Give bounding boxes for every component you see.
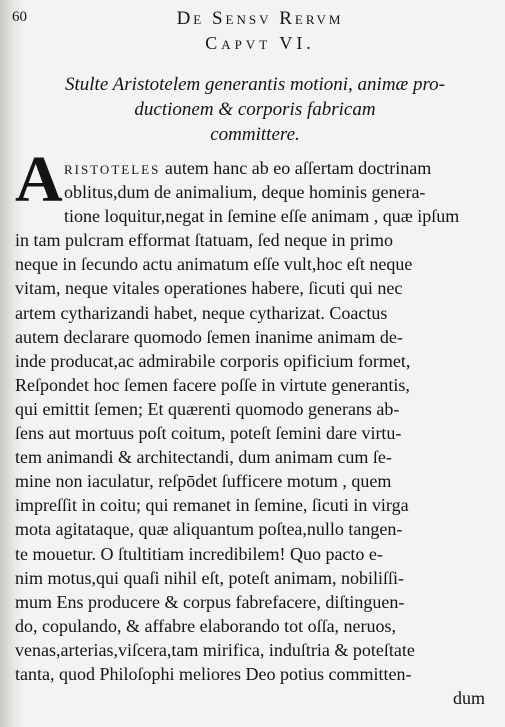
text-line: inde producat,ac admirabile corporis opificium formet, [15, 350, 411, 371]
text-line: neque in ſecundo actu animatum eſſe vult,hoc eſt neque [15, 254, 413, 275]
text-line: ſens aut mortuus poſt coitum, poteſt ſemini dare virtu- [15, 423, 402, 444]
text-line: in tam pulcram efformat ſtatuam, ſed neque in primo [15, 230, 394, 251]
text-line: autem declarare quomodo ſemen inanime animam de- [15, 326, 403, 347]
text-line: oblitus,dum de animalium, deque hominis genera- [64, 182, 426, 203]
text-line: impreſſit in coitu; qui remanet in ſemine, ſicuti in virga [15, 495, 409, 516]
text-line: te mouetur. O ſtultitiam incredibilem! Quo pacto e- [15, 543, 383, 564]
text-line: mine non iaculatur, reſpōdet ſufficere motum , quem [15, 471, 392, 492]
text-line: tanta, quod Philoſophi meliores Deo potius committen- [15, 663, 412, 684]
subtitle-line: ductionem & corporis fabricam [134, 99, 376, 120]
text-line: Reſpondet hoc ſemen facere poſſe in virtute generantis, [15, 374, 410, 395]
chapter-heading: Capvt VI. [205, 33, 315, 53]
subtitle-line: Stulte Aristotelem generantis motioni, animæ pro- [65, 74, 445, 95]
text-line [15, 156, 485, 180]
text-line: nim motus,qui quaſi nihil eſt, poteſt animam, nobiliſſi- [15, 567, 404, 588]
text-line: tem animandi & architectandi, dum animam cum ſe- [15, 447, 392, 468]
subtitle-line: committere. [210, 124, 300, 145]
text-line: vitam, neque vitales operationes habere, ſicuti qui nec [15, 278, 403, 299]
text-line: qui emittit ſemen; Et quærenti quomodo generans ab- [15, 398, 400, 419]
text-line: mum Ens producere & corpus fabrefacere, diſtinguen- [15, 591, 405, 612]
first-word: ristoteles [64, 158, 161, 178]
text-line: venas,arterias,viſcera,tam mirifica, induſtria & poteſtate [15, 639, 415, 660]
page-number: 60 [12, 9, 27, 25]
text-line: do, copulando, & affabre elaborando tot oſſa, neruos, [15, 615, 397, 636]
chapter-subtitle [40, 72, 470, 147]
text-line: mota agitataque, quæ aliquantum poſtea,nullo tangen- [15, 519, 403, 540]
body-text [15, 156, 485, 710]
text-line: tione loquitur,negat in ſemine eſſe animam , quæ ipſum [64, 206, 460, 227]
text-line: artem cytharizandi habet, neque cytharizat. Coactus [15, 302, 388, 323]
first-line-rest: autem hanc ab eo aſſertam doctrinam [160, 158, 432, 178]
drop-capital: A [15, 143, 63, 216]
catchword: dum [452, 688, 485, 709]
running-head: De Sensv Rervm [176, 8, 344, 29]
